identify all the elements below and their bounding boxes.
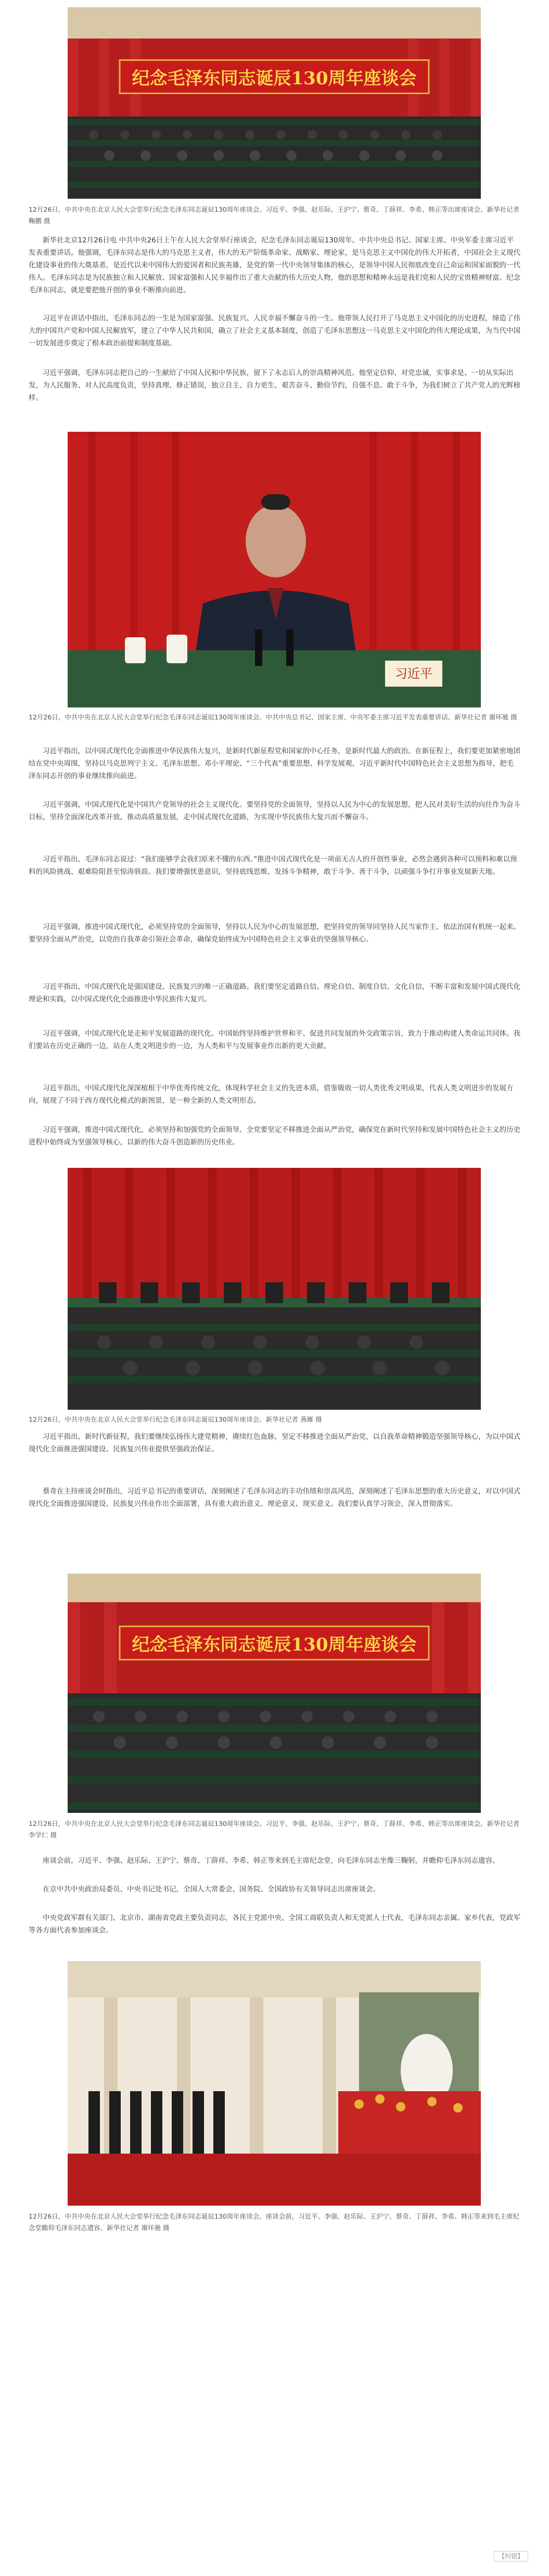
article-paragraph: 习近平强调，中国式现代化是中国共产党领导的社会主义现代化。要坚持党的全面领导，坚持以人民为中心的发展思想，把人民对美好生活的向往作为奋斗目标，坚持全面深化改革开放，推动高质量发展，走中国式现代化道路，为实现中华民族伟大复兴而不懈奋斗。 xyxy=(29,801,520,821)
editor-tag[interactable] xyxy=(494,2552,528,2560)
article-paragraph: 中央党政军群有关部门、北京市、湖南省党政主要负责同志，各民主党派中央、全国工商联负责人和无党派人士代表，毛泽东同志亲属、家乡代表，党政军等各方面代表参加座谈会。 xyxy=(29,1914,520,1935)
article-paragraph: 习近平强调，毛泽东同志把自己的一生献给了中国人民和中华民族，留下了永志后人的崇高精神风范。他坚定信仰、对党忠诚，实事求是、一切从实际出发，为人民服务、对人民高度负责，坚持真理、修正错误，独立自主、自力更生，艰苦奋斗、勤俭节约，自强不息、敢于斗争，为我们树立了共产党人的光辉榜样。 xyxy=(29,369,520,402)
article-paragraph: 在京中共中央政治局委员、中央书记处书记，全国人大常委会、国务院、全国政协有关领导同志出席座谈会。 xyxy=(43,1885,380,1894)
meeting-banner: 纪念毛泽东同志诞辰130周年座谈会 xyxy=(119,59,430,94)
article-paragraph: 习近平在讲话中指出，毛泽东同志的一生是为国家富强、民族复兴、人民幸福不懈奋斗的一生。他带领人民打开了马克思主义中国化的历史进程，缔造了伟大的中国共产党和中国人民解放军，建立了中华人民共和国，确立了社会主义基本制度，创造了毛泽东思想这一马克思主义中国化的伟大理论成果，为当代中国一切发展进步奠定了根本政治前提和制度基础。 xyxy=(29,314,520,347)
article-paragraph: 习近平强调，中国式现代化是走和平发展道路的现代化。中国始终坚持维护世界和平、促进共同发展的外交政策宗旨，致力于推动构建人类命运共同体。我们要站在历史正确的一边，站在人类文明进步的一边，为人类和平与发展事业作出新的更大贡献。 xyxy=(29,1029,520,1050)
meeting-banner: 纪念毛泽东同志诞辰130周年座谈会 xyxy=(119,1626,430,1660)
article-paragraph: 新华社北京12月26日电 中共中央26日上午在人民大会堂举行座谈会，纪念毛泽东同志诞辰130周年。中共中央总书记、国家主席、中央军委主席习近平发表重要讲话。他强调，毛泽东同志是伟大的马克思主义者，伟大的无产阶级革命家、战略家、理论家，是马克思主义中国化的伟大开拓者，中国社会主义现代化建设事业的伟大奠基者，是近代以来中国伟大的爱国者和民族英雄，是党的第一代中央领导集体的核心，是领导中国人民彻底改变自己命运和国家面貌的一代伟人。毛泽东同志是为民族独立和人民解放、国家富强和人民幸福作出了重大贡献的伟大历史人物，他的思想和精神永远是我们党和人民的宝贵精神财富。纪念毛泽东同志，就是要把他开创的事业不断推向前进。 xyxy=(29,236,520,294)
article-paragraph: 蔡奇在主持座谈会时指出，习近平总书记的重要讲话，深刻阐述了毛泽东同志的丰功伟绩和崇高风范，深刻阐述了毛泽东思想的重大历史意义，对以中国式现代化全面推进强国建设、民族复兴伟业作出全面部署，具有重大政治意义、理论意义、现实意义。我们要认真学习领会，深入贯彻落实。 xyxy=(29,1487,520,1508)
article-paragraph: 习近平指出，中国式现代化是强国建设、民族复兴的唯一正确道路。我们要坚定道路自信、理论自信、制度自信、文化自信，不断丰富和发展中国式现代化理论和实践，以中国式现代化全面推进中华民族伟大复兴。 xyxy=(29,983,520,1003)
article-paragraph: 习近平强调，推进中国式现代化，必须坚持和加强党的全面领导。全党要坚定不移推进全面从严治党，确保党在新时代坚持和发展中国特色社会主义的历史进程中始终成为坚强领导核心，以新的伟大奋斗创造新的历史伟业。 xyxy=(29,1126,520,1147)
article-paragraph: 习近平指出，新时代新征程，我们要继续弘扬伟大建党精神，赓续红色血脉，坚定不移推进全面从严治党，以自我革命精神锻造坚强领导核心，为以中国式现代化全面推进强国建设、民族复兴伟业提供坚强政治保证。 xyxy=(29,1433,520,1453)
photo-meeting-hall-2 xyxy=(68,1574,481,1813)
article-paragraph: 习近平指出，中国式现代化深深植根于中华优秀传统文化，体现科学社会主义的先进本质，借鉴吸收一切人类优秀文明成果，代表人类文明进步的发展方向，展现了不同于西方现代化模式的新图景，是一种全新的人类文明形态。 xyxy=(29,1084,514,1105)
photo-meeting-hall-1 xyxy=(68,7,481,199)
article-paragraph: 习近平指出，以中国式现代化全面推进中华民族伟大复兴，是新时代新征程党和国家的中心任务，是新时代最大的政治。在新征程上，我们要更加紧密地团结在党中央周围，坚持以马克思列宁主义、毛泽东思想、邓小平理论、“三个代表”重要思想、科学发展观、习近平新时代中国特色社会主义思想为指导，把毛泽东同志开创的事业继续推向前进。 xyxy=(29,747,520,780)
photo-caption: 12月26日，中共中央在北京人民大会堂举行纪念毛泽东同志诞辰130周年座谈会。新华社记者 燕雁 摄 xyxy=(29,1415,322,1423)
article-paragraph: 习近平指出，毛泽东同志说过：“我们能够学会我们原来不懂的东西。”推进中国式现代化是一项前无古人的开创性事业，必然会遇到各种可以预料和难以预料的风险挑战、艰难险阻甚至惊涛骇浪。我们要增强忧患意识，坚持底线思维，发扬斗争精神，敢于斗争、善于斗争，以顽强斗争打开事业发展新天地。 xyxy=(29,855,517,876)
photo-speaker xyxy=(68,432,481,707)
photo-caption: 12月26日，中共中央在北京人民大会堂举行纪念毛泽东同志诞辰130周年座谈会。座谈会前，习近平、李强、赵乐际、王沪宁、蔡奇、丁薛祥、李希、韩正等来到毛主席纪念堂瞻仰毛泽东同志遗容。新华社记者 谢环驰 摄 xyxy=(29,2212,520,2232)
photo-rostrum xyxy=(68,1168,481,1410)
photo-caption: 12月26日，中共中央在北京人民大会堂举行纪念毛泽东同志诞辰130周年座谈会。习近平、李强、赵乐际、王沪宁、蔡奇、丁薛祥、李希、韩正等出席座谈会。新华社记者 鞠鹏 摄 xyxy=(29,205,520,225)
photo-memorial-hall xyxy=(68,1961,481,2206)
nameplate: 习近平 xyxy=(395,666,432,681)
photo-caption: 12月26日，中共中央在北京人民大会堂举行纪念毛泽东同志诞辰130周年座谈会。中共中央总书记、国家主席、中央军委主席习近平发表重要讲话。新华社记者 谢环驰 摄 xyxy=(29,713,517,721)
article-paragraph: 座谈会前，习近平、李强、赵乐际、王沪宁、蔡奇、丁薛祥、李希、韩正等来到毛主席纪念堂，向毛泽东同志坐像三鞠躬，并瞻仰毛泽东同志遗容。 xyxy=(43,1857,500,1865)
photo-caption: 12月26日，中共中央在北京人民大会堂举行纪念毛泽东同志诞辰130周年座谈会。习近平、李强、赵乐际、王沪宁、蔡奇、丁薛祥、李希、韩正等出席座谈会。新华社记者 李学仁 摄 xyxy=(29,1820,520,1839)
editor-tag-label[interactable]: 【纠错】 xyxy=(494,2551,528,2561)
article-paragraph: 习近平强调，推进中国式现代化，必须坚持党的全面领导，坚持以人民为中心的发展思想，把坚持党的领导同坚持人民当家作主、依法治国有机统一起来。要坚持全面从严治党，以党的自我革命引领社会革命，确保党始终成为中国特色社会主义事业的坚强领导核心。 xyxy=(29,923,520,944)
